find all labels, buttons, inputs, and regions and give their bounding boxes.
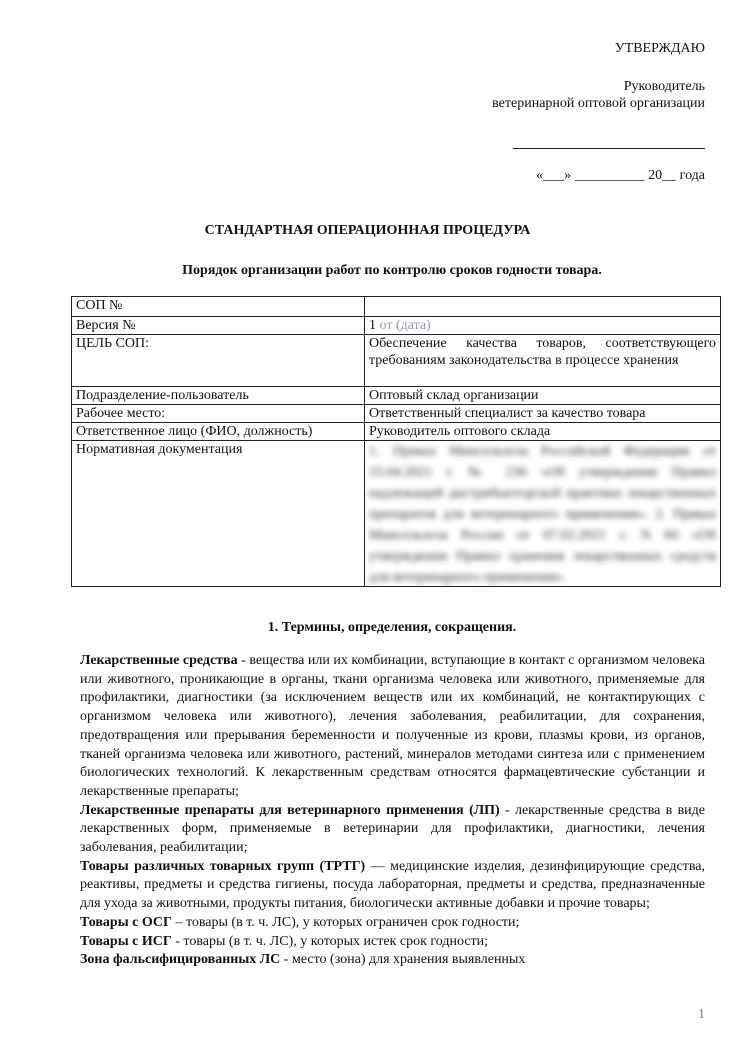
table-row (72, 297, 721, 317)
definition-term: Товары с ИСГ (80, 933, 172, 949)
table-row (72, 441, 721, 587)
definition-item (80, 858, 705, 914)
version-number: 1 (369, 318, 376, 333)
document-subtitle: Порядок организации работ по контролю сроков годности товара. (182, 263, 602, 278)
normative-docs-blurred: 1. Приказ Минсельхоза Российской Федерации от 15.04.2021 г. № 236 «Об утверждении Правил надлежащей дистрибьюторской практики лекарственных препаратов для ветеринарного применения». 2. Приказ Минсельхоза России от 07.02.2021 г. N 60 «Об утверждении Правил хранения лекарственных средств для ветеринарного применения». (369, 444, 716, 584)
row-value: Руководитель оптового склада (365, 423, 721, 441)
row-label: Версия № (72, 317, 365, 335)
signature-line (513, 148, 705, 149)
row-value (365, 297, 721, 317)
definition-term: Лекарственные препараты для ветеринарного применения (ЛП) (80, 802, 500, 818)
sop-info-table (71, 296, 721, 587)
row-value: Обеспечение качества товаров, соответствующего требованиям законодательства в процессе хранения (365, 335, 721, 387)
table-row (72, 423, 721, 441)
definition-text: - вещества или их комбинации, вступающие в контакт с организмом человека или животного, проникающие в органы, ткани организма человека или животного, применяемые для профилактики, диагностики (за исключением веществ или их комбинаций, не контактирующих с организмом человека или животного), лечения заболевания, реабилитации, для сохранения, предотвращения или прерывания беременности и полученные из крови, плазмы крови, из органов, тканей организма человека или животного, растений, минералов методами синтеза или с применением биологических технологий. К лекарственным средствам относятся фармацевтические субстанции и лекарственные препараты; (80, 653, 705, 799)
row-value: Оптовый склад организации (365, 387, 721, 405)
approval-date-line: «___» __________ 20__ года (536, 168, 705, 183)
definition-item (80, 914, 705, 933)
definition-item (80, 951, 705, 970)
definition-text: - место (зона) для хранения выявленных (280, 952, 526, 968)
definition-item (80, 933, 705, 952)
definitions-list (80, 652, 705, 970)
definition-item (80, 802, 705, 858)
definition-term: Зона фальсифицированных ЛС (80, 952, 281, 968)
table-row (72, 317, 721, 335)
definition-item (80, 652, 705, 802)
approval-role-line2: ветеринарной оптовой организации (492, 96, 705, 111)
row-label: Нормативная документация (72, 441, 365, 587)
table-row (72, 405, 721, 423)
definition-text: - лекарственные средства в виде лекарственных форм, применяемые в ветеринарии для профилактики, диагностики, лечения заболевания, реабилитации; (80, 802, 706, 856)
row-label: Рабочее место: (72, 405, 365, 423)
table-row (72, 387, 721, 405)
section-title: 1. Термины, определения, сокращения. (267, 620, 517, 635)
definition-term: Товары различных товарных групп (ТРТГ) (80, 858, 366, 874)
table-row (72, 335, 721, 387)
row-label: СОП № (72, 297, 365, 317)
definition-text: – товары (в т. ч. ЛС), у которых ограничен срок годности; (171, 914, 520, 930)
definition-text: - товары (в т. ч. ЛС), у которых истек срок годности; (171, 933, 489, 949)
row-label: Подразделение-пользователь (72, 387, 365, 405)
row-value: Ответственный специалист за качество товара (365, 405, 721, 423)
row-label: Ответственное лицо (ФИО, должность) (72, 423, 365, 441)
approval-role-line1: Руководитель (623, 79, 705, 94)
row-label: ЦЕЛЬ СОП: (72, 335, 365, 387)
definition-term: Лекарственные средства (80, 653, 238, 668)
definition-text: — медицинские изделия, дезинфицирующие средства, реактивы, предметы и средства гигиены, посуда лабораторная, предметы и средства, предназначенные для ухода за животными, продукты питания, биологически активные добавки и прочие товары; (80, 858, 705, 912)
version-date-placeholder: от (дата) (379, 318, 431, 333)
document-title: СТАНДАРТНАЯ ОПЕРАЦИОННАЯ ПРОЦЕДУРА (204, 223, 531, 238)
approval-block (305, 0, 705, 120)
row-value (365, 441, 721, 587)
definition-term: Товары с ОСГ (80, 914, 172, 930)
approval-title: УТВЕРЖДАЮ (614, 41, 705, 56)
row-value (365, 317, 721, 335)
page-number: 1 (698, 1007, 705, 1022)
